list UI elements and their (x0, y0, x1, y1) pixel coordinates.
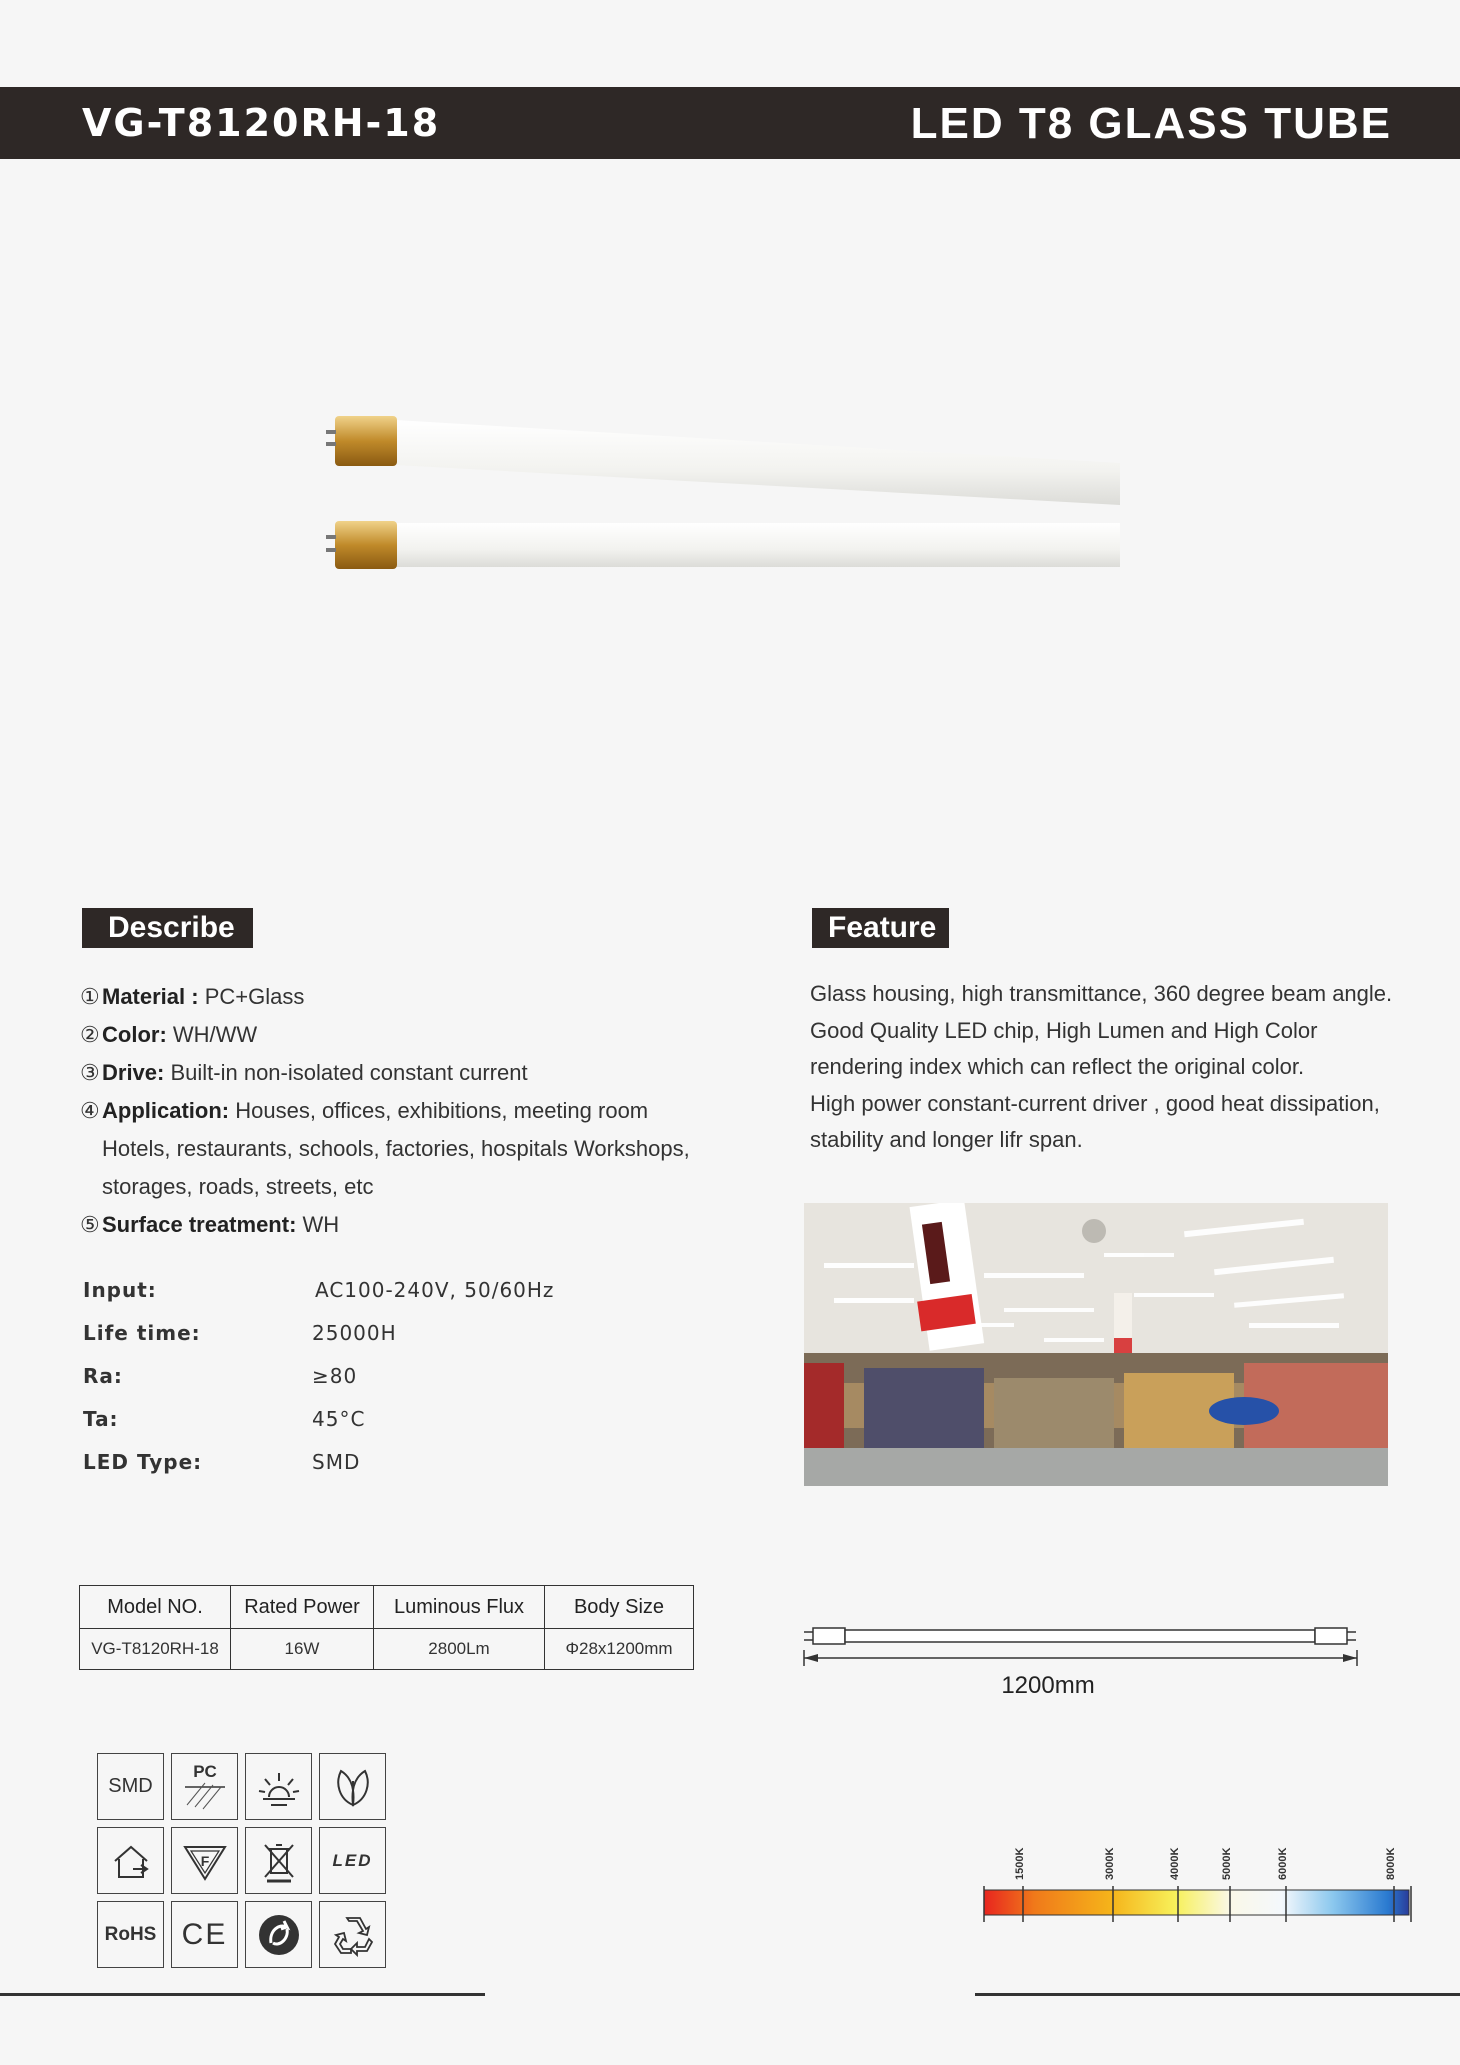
feature-line: rendering index which can reflect the original color. (810, 1054, 1305, 1079)
item-number: ④ (80, 1098, 100, 1123)
item-number: ⑤ (80, 1212, 100, 1237)
cct-label: 6000K (1277, 1847, 1289, 1880)
dimension-length-label: 1200mm (1001, 1672, 1095, 1699)
cct-label: 1500K (1014, 1847, 1026, 1880)
table-cell: VG-T8120RH-18 (80, 1629, 231, 1670)
item-value: Built-in non-isolated constant current (164, 1060, 528, 1085)
item-number: ③ (80, 1060, 100, 1085)
ce-mark-icon (171, 1901, 238, 1968)
eco-leaf-icon (319, 1753, 386, 1820)
table-cell: Φ28x1200mm (545, 1629, 694, 1670)
describe-heading: Describe (82, 908, 253, 948)
feature-heading: Feature (812, 908, 949, 948)
smd-icon (97, 1753, 164, 1820)
footer-divider-left (0, 1993, 485, 1996)
product-tube-image (320, 405, 1130, 580)
spec-label: Input: (83, 1278, 157, 1302)
led-logo-icon-label: LED (332, 1850, 373, 1870)
dimension-drawing (800, 1620, 1370, 1710)
item-value: Houses, offices, exhibitions, meeting room (229, 1098, 649, 1123)
describe-drive (80, 1054, 760, 1092)
describe-application (80, 1092, 760, 1130)
item-key: Drive: (102, 1060, 165, 1085)
spec-value: 45°C (312, 1407, 366, 1431)
ce-mark-icon-label: CE (181, 1917, 228, 1951)
indoor-use-icon (97, 1827, 164, 1894)
cct-label: 8000K (1385, 1847, 1397, 1880)
f-mark-icon (171, 1827, 238, 1894)
item-key: Surface treatment: (102, 1212, 297, 1237)
describe-application-cont: storages, roads, streets, etc (102, 1174, 374, 1199)
color-temperature-scale (980, 1830, 1415, 1925)
spec-label: Ra: (83, 1364, 123, 1388)
describe-surface (80, 1206, 760, 1244)
cct-label: 3000K (1104, 1847, 1116, 1880)
feature-line: High power constant-current driver , good heat dissipation, (810, 1090, 1380, 1116)
spec-value: ≥80 (312, 1364, 358, 1388)
pc-material-icon-label: PC (192, 1761, 217, 1781)
tube-lower (326, 521, 1120, 569)
item-number: ② (80, 1022, 100, 1047)
item-key: Color: (102, 1022, 167, 1047)
footer-divider-right (975, 1993, 1460, 1996)
tube-upper (326, 416, 1120, 505)
table-header: Rated Power (231, 1586, 374, 1629)
spec-value: AC100-240V, 50/60Hz (315, 1278, 555, 1302)
f-mark-icon-label: F (200, 1852, 209, 1869)
table-header: Model NO. (80, 1586, 231, 1629)
spec-label: LED Type: (83, 1450, 203, 1474)
weee-bin-icon (245, 1827, 312, 1894)
item-key: Material : (102, 984, 199, 1009)
cct-label: 4000K (1169, 1847, 1181, 1880)
spec-value: 25000H (312, 1321, 397, 1345)
table-cell: 2800Lm (374, 1629, 545, 1670)
table-cell: 16W (231, 1629, 374, 1670)
table-header-row (80, 1586, 694, 1629)
item-value: PC+Glass (198, 984, 305, 1009)
model-table (79, 1585, 694, 1670)
describe-list (80, 978, 760, 1244)
product-title: LED T8 GLASS TUBE (910, 99, 1392, 148)
header-bar (0, 87, 1460, 159)
item-number: ① (80, 984, 100, 1009)
supermarket-photo (804, 1203, 1388, 1486)
feature-text (810, 976, 1430, 1159)
rohs-icon (97, 1901, 164, 1968)
spec-value: SMD (312, 1450, 361, 1474)
describe-material (80, 978, 760, 1016)
table-row (80, 1629, 694, 1670)
feature-line: Good Quality LED chip, High Lumen and High Color (810, 1017, 1318, 1043)
feature-line: Glass housing, high transmittance, 360 degree beam angle. (810, 981, 1393, 1006)
spec-label: Life time: (83, 1321, 201, 1345)
rohs-icon-label: RoHS (104, 1923, 157, 1945)
pc-material-icon (171, 1753, 238, 1820)
spec-label: Ta: (83, 1407, 119, 1431)
led-logo-icon (319, 1827, 386, 1894)
smd-icon-label: SMD (108, 1775, 153, 1797)
item-key: Application: (102, 1098, 230, 1123)
item-value: WH/WW (166, 1022, 258, 1047)
recycle-icon (319, 1901, 386, 1968)
describe-color (80, 1016, 760, 1054)
table-header: Body Size (545, 1586, 694, 1629)
cct-label: 5000K (1221, 1847, 1233, 1880)
green-dot-icon (245, 1901, 312, 1968)
light-beam-icon (245, 1753, 312, 1820)
table-header: Luminous Flux (374, 1586, 545, 1629)
feature-line: stability and longer lifr span. (810, 1127, 1083, 1152)
item-value: WH (296, 1212, 340, 1237)
describe-application-cont: Hotels, restaurants, schools, factories, hospitals Workshops, (102, 1136, 690, 1161)
model-number-title: VG-T8120RH-18 (82, 101, 441, 145)
